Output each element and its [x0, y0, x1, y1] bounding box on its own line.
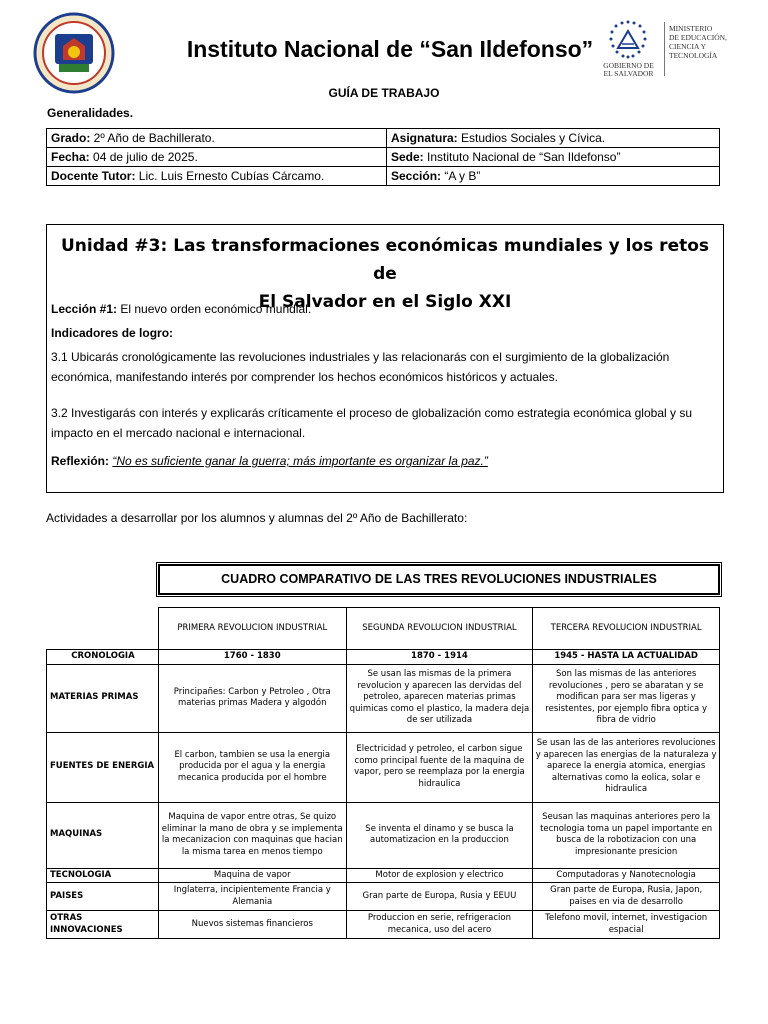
government-caption	[596, 62, 661, 78]
ministry-line: MINISTERIO	[669, 24, 713, 33]
row-header: TECNOLOGIA	[47, 868, 159, 883]
table-cell: Gran parte de Europa, Rusia y EEUU	[346, 883, 533, 911]
table-row	[47, 650, 720, 665]
cell-label: Sección:	[391, 169, 442, 183]
table-cell: Seusan las maquinas anteriores pero la tecnologia toma un papel importante en busca de la robotizacion con una impresionante presicion	[533, 802, 720, 868]
reflection-quote: “No es suficiente ganar la guerra; más importante es organizar la paz.”	[112, 454, 488, 468]
table-cell: Produccion en serie, refrigeracion mecanica, uso del acero	[346, 911, 533, 939]
activities-intro: Actividades a desarrollar por los alumnos y alumnas del 2º Año de Bachillerato:	[46, 511, 468, 525]
grade-cell	[47, 129, 387, 148]
cell-label: Fecha:	[51, 150, 90, 164]
guide-title: GUÍA DE TRABAJO	[328, 86, 440, 100]
table-cell: Maquina de vapor entre otras, Se quizo eliminar la mano de obra y se implementa la mecanizacion con maquinas que hacian la misma tarea en menos tiempo	[158, 802, 346, 868]
table-row	[47, 883, 720, 911]
unit-box	[46, 224, 724, 493]
table-cell: Telefono movil, internet, investigacion espacial	[533, 911, 720, 939]
cell-value: “A y B”	[441, 169, 481, 183]
table-cell: El carbon, tambien se usa la energia producida por el agua y la energia mecanica producida por el hombre	[158, 732, 346, 802]
table-cell: Inglaterra, incipientemente Francia y Alemania	[158, 883, 346, 911]
unit-title-line: El Salvador en el Siglo XXI	[258, 292, 512, 312]
subject-cell	[387, 129, 720, 148]
gov-caption-line: EL SALVADOR	[603, 69, 654, 78]
gov-caption-line: GOBIERNO DE	[603, 61, 654, 70]
generalities-heading: Generalidades.	[47, 106, 134, 120]
school-title: Instituto Nacional de “San Ildefonso”	[186, 36, 594, 62]
table-cell: Se usan las mismas de la primera revolucion y aparecen las dervidas del petroleo, aparecen materias primas quimicas como el plastico, la madera deja de ser utilizada	[346, 664, 533, 732]
unit-title-line: Unidad #3: Las transformaciones económicas mundiales y los retos de	[60, 236, 710, 284]
cell-value: 2º Año de Bachillerato.	[90, 131, 215, 145]
table-row	[47, 129, 720, 148]
table-row	[47, 664, 720, 732]
indicator-1: 3.1 Ubicarás cronológicamente las revoluciones industriales y las relacionarás con el surgimiento de la globalización económica, manifestando interés por comprender los hechos económicos históricos y actuales.	[51, 350, 670, 384]
row-header: OTRAS INNOVACIONES	[47, 911, 159, 939]
table-cell: Nuevos sistemas financieros	[158, 911, 346, 939]
ministry-line: TECNOLOGÍA	[669, 51, 718, 60]
ministry-line: CIENCIA Y	[669, 42, 707, 51]
general-info-table	[46, 128, 720, 186]
table-cell: Computadoras y Nanotecnologia	[533, 868, 720, 883]
date-cell	[47, 148, 387, 167]
cell-label: Sede:	[391, 150, 424, 164]
table-cell: 1945 - HASTA LA ACTUALIDAD	[533, 650, 720, 665]
section-cell	[387, 167, 720, 186]
empty-corner-cell	[47, 608, 159, 650]
table-cell: 1760 - 1830	[158, 650, 346, 665]
reflection-line	[51, 451, 719, 471]
table-row	[47, 732, 720, 802]
cell-label: Grado:	[51, 131, 91, 145]
table-cell: Se usan las de las anteriores revoluciones y aparecen las energias de la naturaleza y aparece la energia atomica, energias alternativas como la eolica, solar e hidraulica	[533, 732, 720, 802]
table-cell: Son las mismas de las anteriores revoluciones , pero se abaratan y se modifican para ser mas ligeras y resistentes, por ejemplo fibra optica y fibra de vidrio	[533, 664, 720, 732]
row-header: CRONOLOGIA	[47, 650, 159, 665]
logo-divider	[664, 22, 665, 76]
cell-label: Asignatura:	[391, 131, 458, 145]
table-row	[47, 167, 720, 186]
cell-value: Instituto Nacional de “San Ildefonso”	[423, 150, 621, 164]
table-cell: Electricidad y petroleo, el carbon sigue como principal fuente de la maquina de vapor, pero se reemplaza por la energia hidraulica	[346, 732, 533, 802]
reflection-label: Reflexión:	[51, 454, 110, 468]
indicator-2: 3.2 Investigarás con interés y explicarás críticamente el proceso de globalización como estrategia económica global y su impacto en el mercado nacional e internacional.	[51, 406, 693, 440]
table-cell: Motor de explosion y electrico	[346, 868, 533, 883]
lesson-label: Lección #1:	[51, 302, 118, 316]
table-cell: Principañes: Carbon y Petroleo , Otra materias primas Madera y algodón	[158, 664, 346, 732]
table-row	[47, 148, 720, 167]
table-cell: Se inventa el dinamo y se busca la automatizacion en la produccion	[346, 802, 533, 868]
table-row	[47, 868, 720, 883]
table-cell: Gran parte de Europa, Rusia, Japon, paises en via de desarrollo	[533, 883, 720, 911]
column-header: PRIMERA REVOLUCION INDUSTRIAL	[158, 608, 346, 650]
table-row	[47, 802, 720, 868]
ministry-name	[669, 24, 727, 60]
row-header: PAISES	[47, 883, 159, 911]
school-logo	[33, 12, 115, 94]
cell-label: Docente Tutor:	[51, 169, 136, 183]
site-cell	[387, 148, 720, 167]
row-header: MAQUINAS	[47, 802, 159, 868]
indicators-label: Indicadores de logro:	[51, 326, 174, 340]
lesson-value: El nuevo orden económico mundial.	[117, 302, 312, 316]
cell-value: 04 de julio de 2025.	[89, 150, 198, 164]
table-row	[47, 911, 720, 939]
ministry-line: DE EDUCACIÓN,	[669, 33, 727, 42]
cell-value: Estudios Sociales y Cívica.	[457, 131, 606, 145]
row-header: FUENTES DE ENERGIA	[47, 732, 159, 802]
column-header: SEGUNDA REVOLUCION INDUSTRIAL	[346, 608, 533, 650]
tutor-cell	[47, 167, 387, 186]
table-cell: 1870 - 1914	[346, 650, 533, 665]
row-header: MATERIAS PRIMAS	[47, 664, 159, 732]
comparison-table	[46, 607, 720, 939]
table-header-row	[47, 608, 720, 650]
table-cell: Maquina de vapor	[158, 868, 346, 883]
comparison-title: CUADRO COMPARATIVO DE LAS TRES REVOLUCIONES INDUSTRIALES	[158, 564, 720, 595]
lesson-line	[51, 299, 719, 319]
cell-value: Lic. Luis Ernesto Cubías Cárcamo.	[135, 169, 325, 183]
column-header: TERCERA REVOLUCION INDUSTRIAL	[533, 608, 720, 650]
